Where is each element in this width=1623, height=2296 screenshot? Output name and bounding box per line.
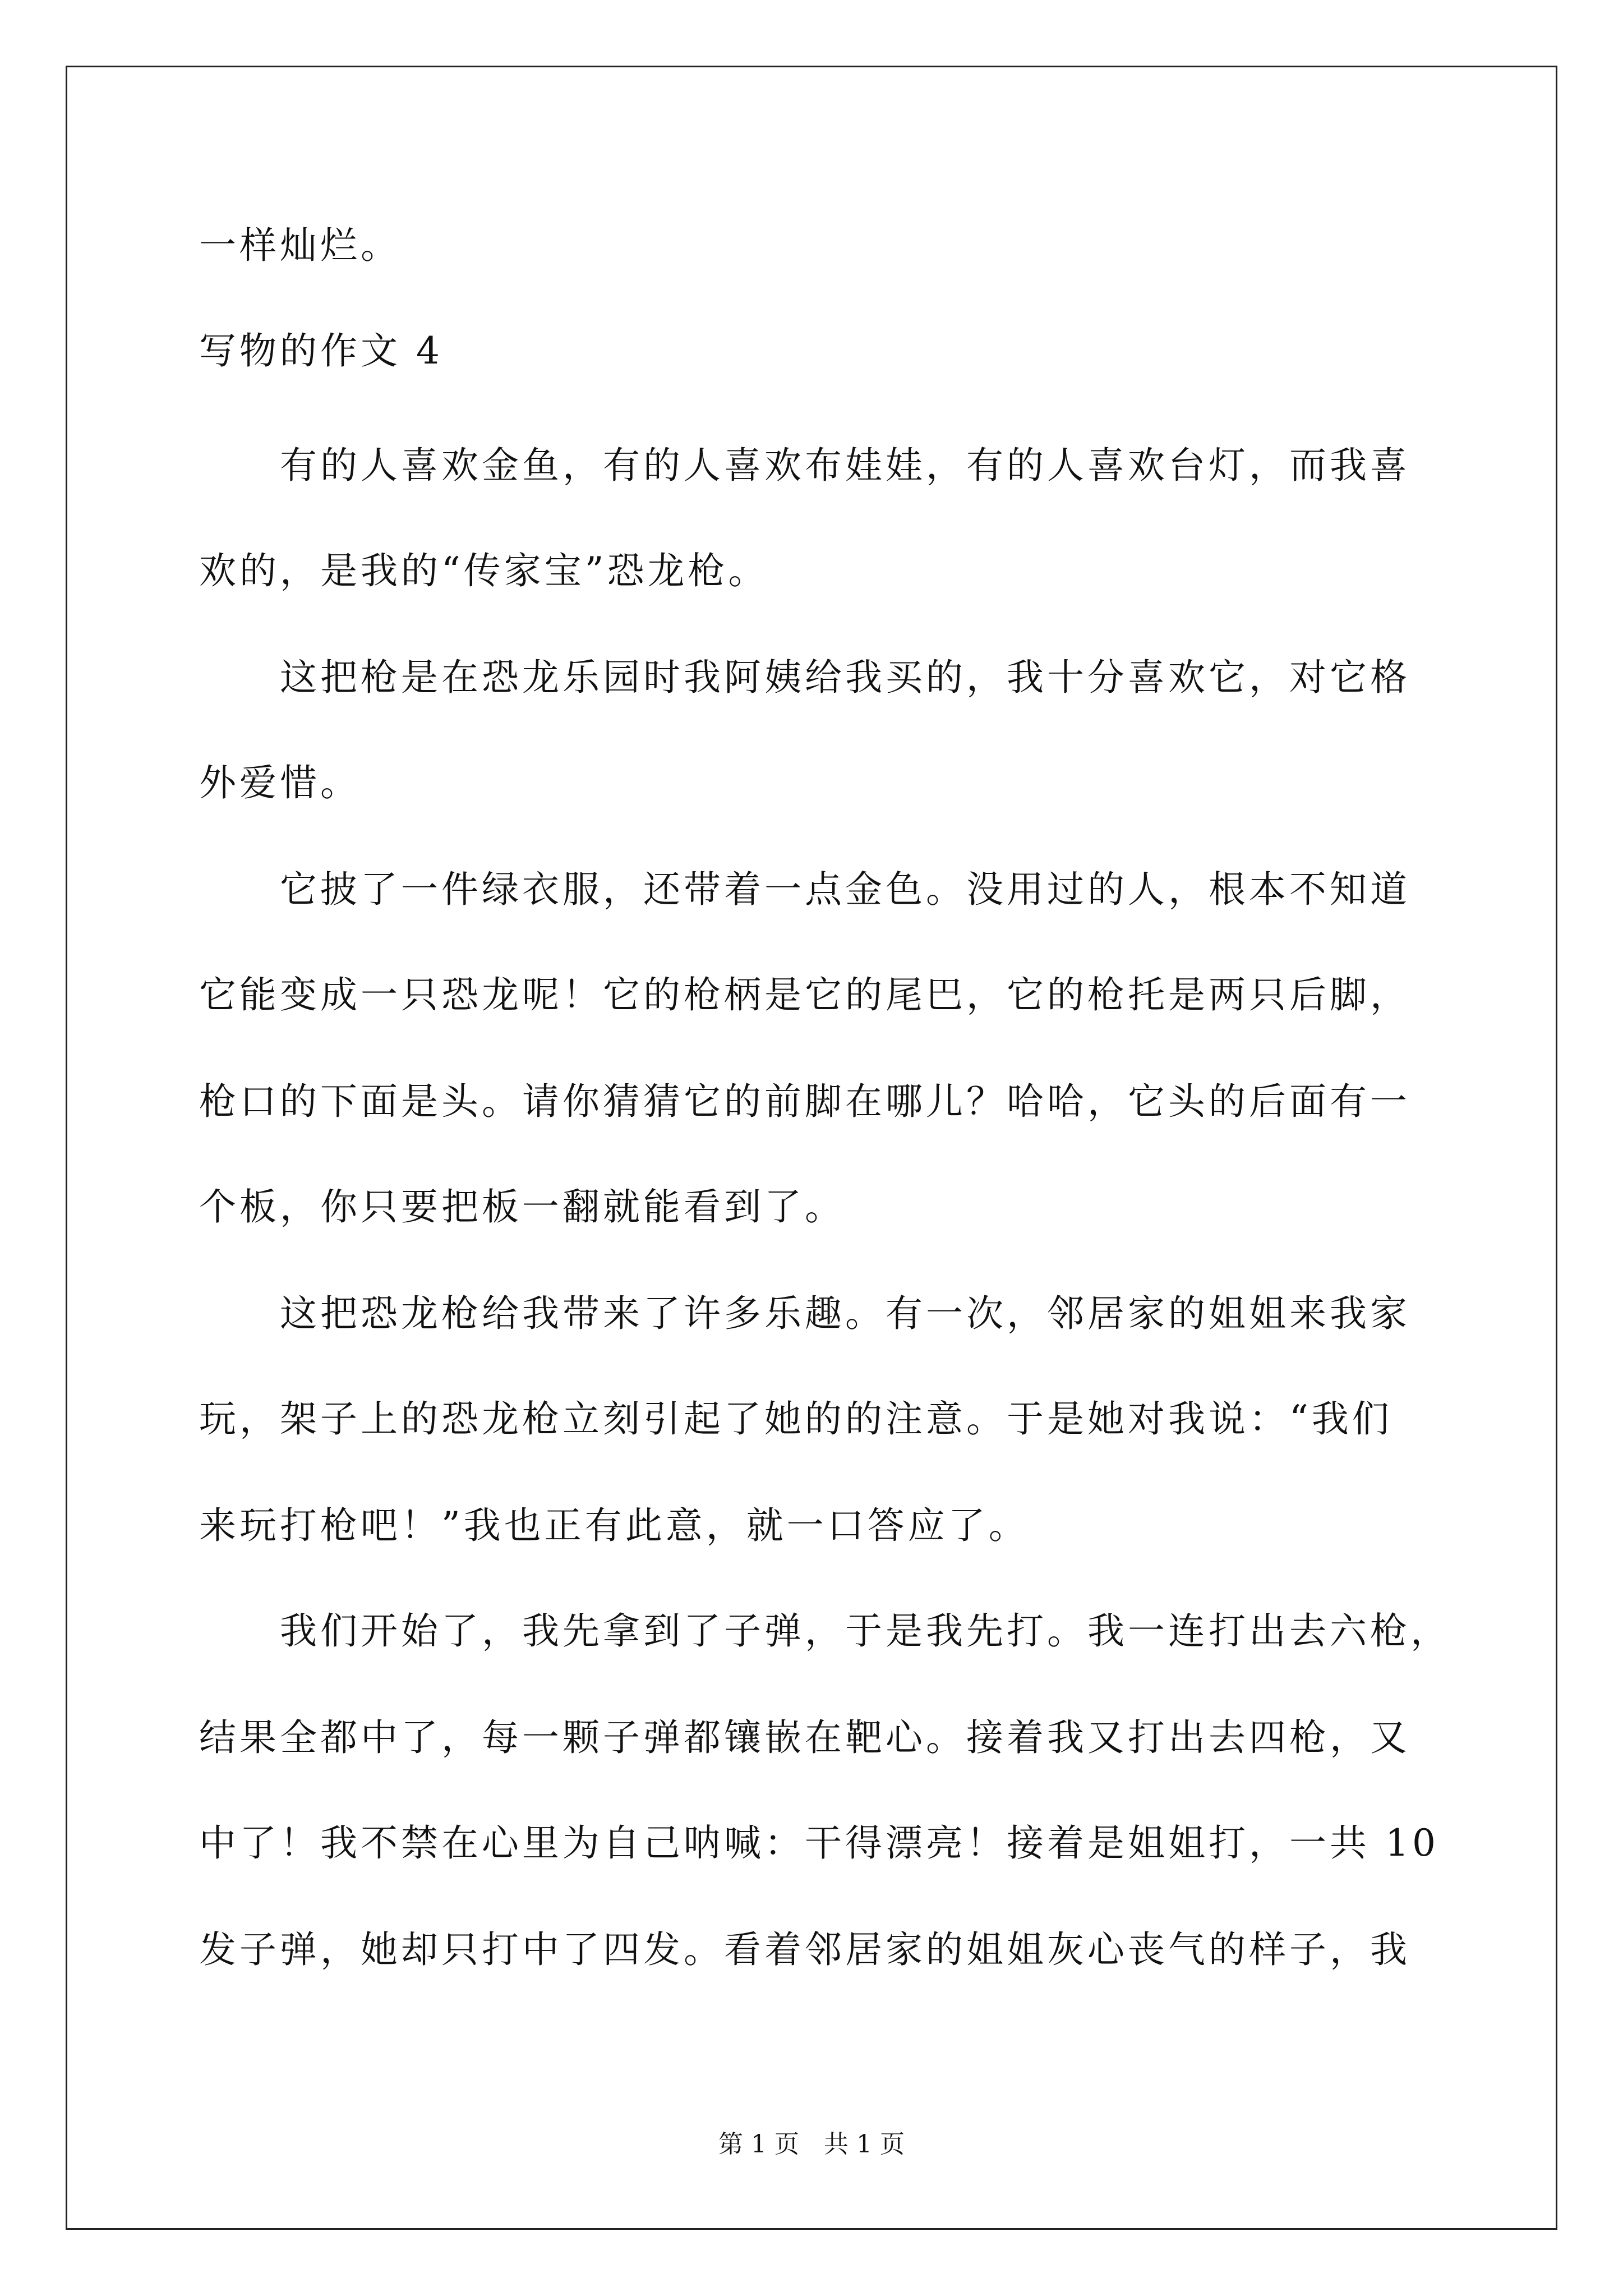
text-line: 个板，你只要把板一翻就能看到了。 [199,1185,845,1228]
text-line: 一样灿烂。 [199,224,401,267]
text-line: 结果全都中了，每一颗子弹都镶嵌在靶心。接着我又打出去四枪，又 [199,1716,1410,1759]
text-line: 来玩打枪吧！”我也正有此意，就一口答应了。 [199,1504,1029,1547]
text-line: 中了！我不禁在心里为自己呐喊：干得漂亮！接着是姐姐打，一共 10 [199,1821,1439,1865]
text-line: 外爱惜。 [199,761,361,804]
essay-title: 写物的作文 4 [199,329,443,372]
text-line: 这把恐龙枪给我带来了许多乐趣。有一次，邻居家的姐姐来我家 [199,1292,1410,1335]
text-line: 枪口的下面是头。请你猜猜它的前脚在哪儿？哈哈，它头的后面有一 [199,1080,1410,1123]
page-footer: 第 1 页 共 1 页 [718,2130,905,2159]
page-border [66,66,1557,2230]
text-line: 欢的，是我的“传家宝”恐龙枪。 [199,549,769,592]
text-line: 有的人喜欢金鱼，有的人喜欢布娃娃，有的人喜欢台灯，而我喜 [199,444,1410,487]
text-line: 这把枪是在恐龙乐园时我阿姨给我买的，我十分喜欢它，对它格 [199,656,1410,699]
text-line: 我们开始了，我先拿到了子弹，于是我先打。我一连打出去六枪， [199,1609,1451,1653]
text-line: 它能变成一只恐龙呢！它的枪柄是它的尾巴，它的枪托是两只后脚， [199,973,1410,1016]
text-line: 发子弹，她却只打中了四发。看着邻居家的姐姐灰心丧气的样子，我 [199,1928,1410,1971]
text-line: 它披了一件绿衣服，还带着一点金色。没用过的人，根本不知道 [199,868,1410,911]
text-line: 玩，架子上的恐龙枪立刻引起了她的的注意。于是她对我说：“我们 [199,1397,1393,1441]
